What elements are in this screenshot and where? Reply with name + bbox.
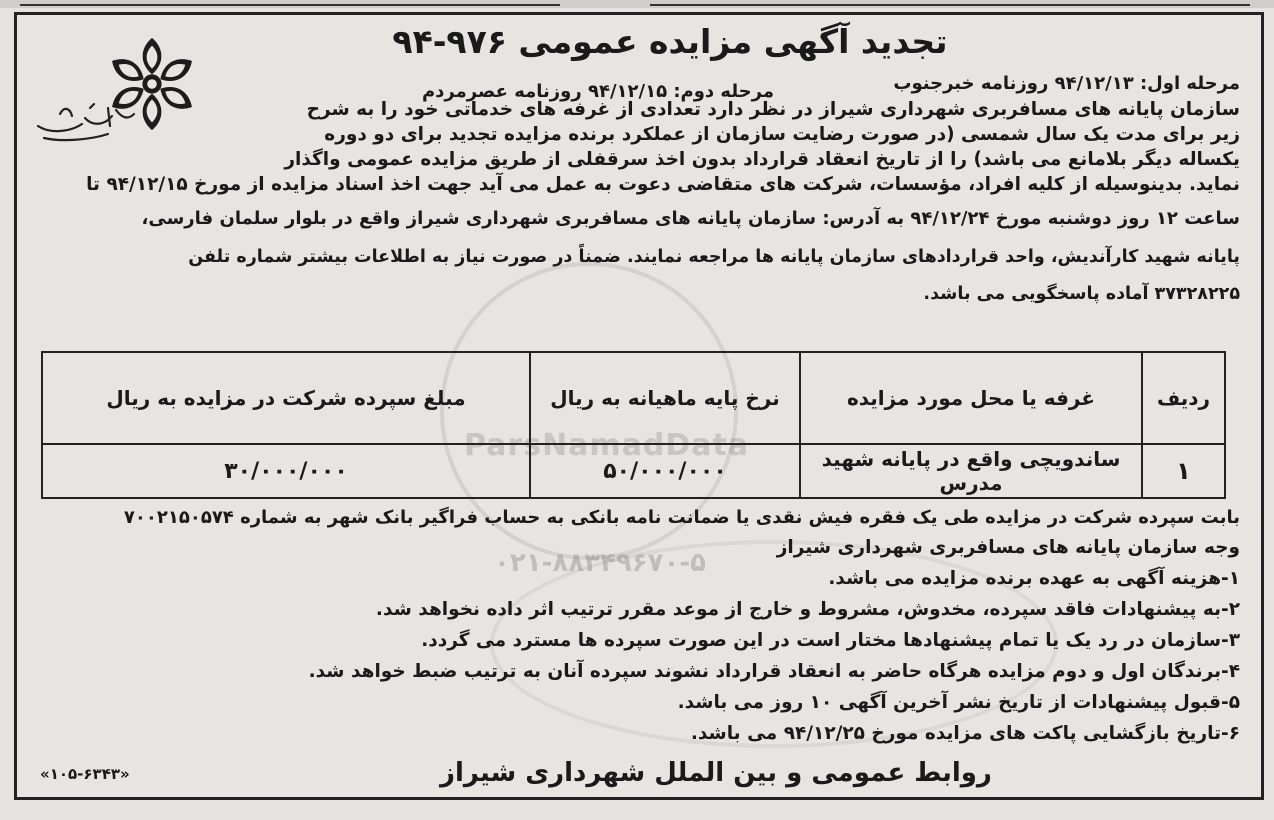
body-line-1: سازمان پایانه های مسافربری شهرداری شیراز در نظر دارد تعدادی از غرفه های خدماتی خود را به شرح xyxy=(306,99,1240,120)
top-border-strip xyxy=(0,0,1274,8)
condition-item: ۱-هزینه آگهی به عهده برنده مزایده می باشد. xyxy=(828,568,1240,589)
ad-code: «۱۰۵-۶۳۴۳» xyxy=(40,765,130,783)
body-line-6: پایانه شهید کارآندیش، واحد قراردادهای سازمان پایانه ها مراجعه نمایند. ضمناً در صورت نیاز به اطلاعات بیشتر شماره تلفن xyxy=(188,247,1240,267)
body-line-5: ساعت ۱۲ روز دوشنبه مورخ ۹۴/۱۲/۲۴ به آدرس: سازمان پایانه های مسافربری شهرداری شیراز واقع در بلوار سلمان فارسی، xyxy=(141,208,1240,229)
condition-item: ۴-برندگان اول و دوم مزایده هرگاه حاضر به انعقاد قرارداد نشوند سپرده آنان به ترتیب ضبط خواهد شد. xyxy=(308,661,1240,682)
deposit-instructions-line-2: وجه سازمان پایانه های مسافربری شهرداری شیراز xyxy=(776,537,1240,558)
body-line-2: زیر برای مدت یک سال شمسی (در صورت رضایت سازمان از عملکرد برنده مزایده تجدید برای دو دوره xyxy=(324,124,1240,145)
top-rule-left xyxy=(20,0,560,6)
stage-two-publication: مرحله دوم: ۹۴/۱۲/۱۵ روزنامه عصرمردم xyxy=(421,81,774,102)
notice-title: تجدید آگهی مزایده عمومی ۹۷۶-۹۴ xyxy=(392,22,948,61)
logo-calligraphy-icon xyxy=(30,96,140,144)
body-line-7: ۳۷۳۲۸۲۲۵ آماده پاسخگویی می باشد. xyxy=(923,284,1240,304)
header-deposit-amount: مبلغ سپرده شرکت در مزایده به ریال xyxy=(42,352,530,444)
deposit-instructions-line-1: بابت سپرده شرکت در مزایده طی یک فقره فیش نقدی یا ضمانت نامه بانکی به حساب فراگیر بانک شهر به شماره ۷۰۰۲۱۵۰۵۷۴ xyxy=(123,507,1240,528)
header-monthly-base-rate: نرخ پایه ماهیانه به ریال xyxy=(530,352,800,444)
table-row xyxy=(42,444,1225,498)
condition-item: ۵-قبول پیشنهادات از تاریخ نشر آخرین آگهی ۱۰ روز می باشد. xyxy=(677,692,1240,713)
auction-items-table xyxy=(41,351,1226,499)
footer-issuer: روابط عمومی و بین الملل شهرداری شیراز xyxy=(440,758,992,788)
header-row-number: ردیف xyxy=(1142,352,1225,444)
cell-row-number: ۱ xyxy=(1142,444,1225,498)
table-header-row xyxy=(42,352,1225,444)
cell-monthly-base-rate: ۵۰/۰۰۰/۰۰۰ xyxy=(530,444,800,498)
cell-booth-location: ساندویچی واقع در پایانه شهید مدرس xyxy=(800,444,1142,498)
body-line-4: نماید. بدینوسیله از کلیه افراد، مؤسسات، شرکت های متقاضی دعوت به عمل می آید جهت اخذ اسناد مزایده از مورخ ۹۴/۱۲/۱۵ تا xyxy=(86,174,1240,195)
watermark-text: ParsNamadData xyxy=(464,428,750,463)
condition-item: ۲-به پیشنهادات فاقد سپرده، مخدوش، مشروط و خارج از موعد مقرر ترتیب اثر داده نخواهد شد. xyxy=(375,599,1240,620)
body-line-3: یکساله دیگر بلامانع می باشد) را از تاریخ انعقاد قرارداد بدون اخذ سرقفلی از طریق مزایده عمومی واگذار xyxy=(284,149,1240,170)
cell-deposit-amount: ۳۰/۰۰۰/۰۰۰ xyxy=(42,444,530,498)
condition-item: ۶-تاریخ بازگشایی پاکت های مزایده مورخ ۹۴/۱۲/۲۵ می باشد. xyxy=(690,723,1240,744)
top-rule-right xyxy=(650,0,1250,6)
stage-one-publication: مرحله اول: ۹۴/۱۲/۱۳ روزنامه خبرجنوب xyxy=(893,73,1240,94)
watermark-phone: ۰۲۱-۸۸۳۴۹۶۷۰-۵ xyxy=(494,548,707,578)
header-booth-location: غرفه یا محل مورد مزایده xyxy=(800,352,1142,444)
condition-item: ۳-سازمان در رد یک یا تمام پیشنهادها مختار است در این صورت سپرده ها مسترد می گردد. xyxy=(421,630,1240,651)
